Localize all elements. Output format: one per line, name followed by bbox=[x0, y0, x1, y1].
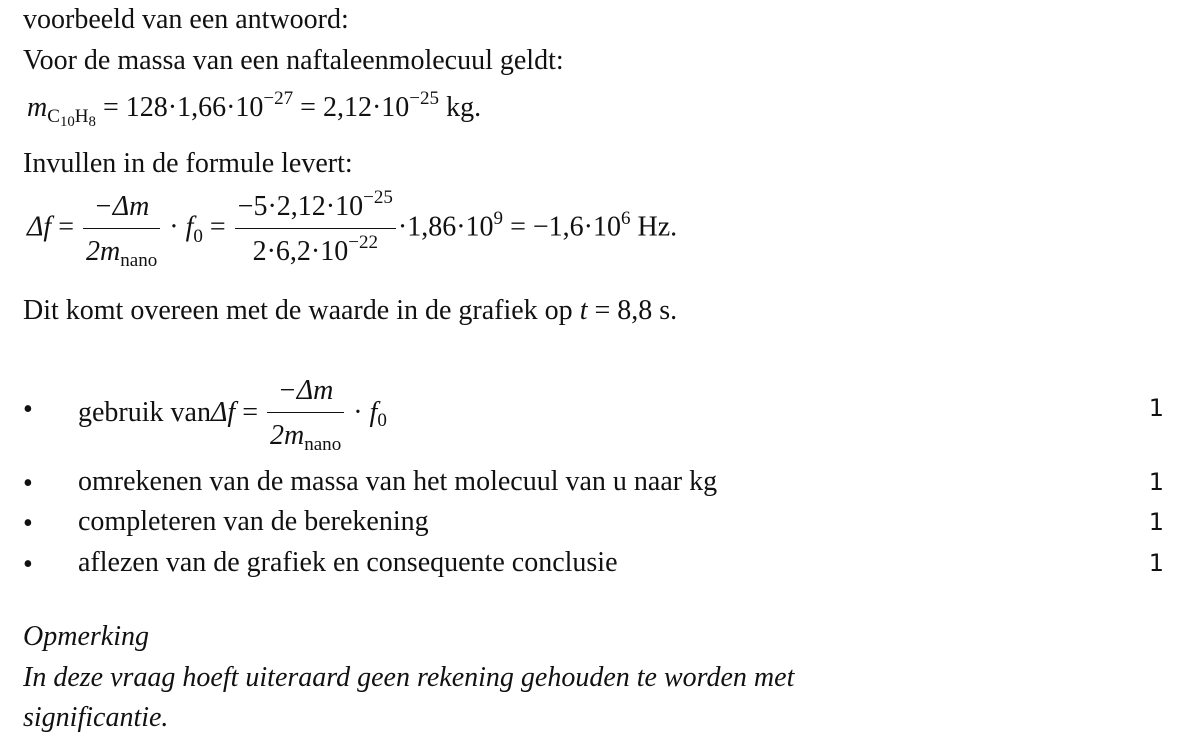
criterion-frac-numerator: −Δm bbox=[277, 375, 334, 406]
criterion-f0-symbol: f bbox=[369, 397, 378, 429]
criterion-text: aflezen van de grafiek en consequente conclusie bbox=[78, 547, 618, 578]
note-line-1: In deze vraag hoeft uiteraard geen rekening gehouden te worden met bbox=[23, 662, 795, 693]
mass-equation bbox=[27, 88, 482, 130]
frequency-exp: 9 bbox=[493, 207, 504, 229]
delta-m-fraction bbox=[83, 190, 160, 271]
hydrogen-symbol: H bbox=[74, 106, 89, 128]
bullet-icon: • bbox=[23, 468, 33, 499]
criterion-score: 1 bbox=[1148, 468, 1164, 496]
criterion-score: 1 bbox=[1148, 549, 1164, 577]
criterion-multiply-dot: · bbox=[346, 397, 370, 429]
criterion-text: omrekenen van de massa van het molecuul van u naar kg bbox=[78, 466, 718, 497]
frac2-numerator: −5·2,12·10 bbox=[237, 191, 364, 222]
result-unit: Hz. bbox=[630, 211, 678, 243]
bullet-icon: • bbox=[23, 508, 33, 539]
frequency-factor: ·1,86·10 bbox=[397, 211, 494, 243]
mass-intro-text: Voor de massa van een naftaleenmolecuul geldt: bbox=[23, 45, 564, 76]
delta-f-equation bbox=[27, 187, 678, 271]
conclusion-before: Dit komt overeen met de waarde in de grafiek op bbox=[23, 295, 580, 326]
frac2-denominator-exp: −22 bbox=[348, 231, 378, 253]
criterion-score: 1 bbox=[1148, 394, 1164, 422]
f0-symbol: f bbox=[185, 211, 194, 243]
criterion-text-lead: gebruik van bbox=[78, 397, 211, 429]
mass-unit: kg. bbox=[439, 92, 482, 123]
criterion-text: completeren van de berekening bbox=[78, 506, 429, 537]
criterion-text bbox=[78, 374, 387, 455]
criterion-frac-denominator: 2m bbox=[269, 419, 305, 451]
mass-eq-part1: = 128·1,66·10 bbox=[95, 92, 264, 123]
equals-sign-3: = bbox=[235, 397, 258, 429]
frac2-denominator: 2·6,2·10 bbox=[252, 235, 349, 267]
delta-f-symbol: Δf bbox=[210, 397, 236, 429]
nano-subscript: nano bbox=[120, 249, 158, 271]
conclusion-text bbox=[23, 297, 677, 325]
note-title: Opmerking bbox=[23, 621, 149, 652]
mass-eq-part2: = 2,12·10 bbox=[293, 92, 410, 123]
mass-symbol: m bbox=[27, 92, 48, 123]
criterion-fraction bbox=[267, 374, 344, 455]
note-line-2: significantie. bbox=[23, 702, 169, 733]
frac1-numerator: −Δm bbox=[93, 191, 150, 222]
mass-exp2: −25 bbox=[409, 88, 440, 110]
mass-exp1: −27 bbox=[263, 88, 294, 110]
multiply-dot: · bbox=[162, 211, 186, 243]
f0-subscript: 0 bbox=[193, 225, 203, 247]
fill-in-text: Invullen in de formule levert: bbox=[23, 148, 353, 179]
criterion-f0-subscript: 0 bbox=[377, 409, 387, 431]
delta-f-result: = −1,6·10 bbox=[503, 211, 621, 243]
delta-f-lhs: Δf bbox=[27, 211, 52, 243]
bullet-icon: • bbox=[23, 549, 33, 580]
result-exp: 6 bbox=[620, 207, 631, 229]
bullet-icon: • bbox=[23, 394, 33, 425]
numeric-fraction bbox=[235, 187, 396, 268]
equals-sign: = bbox=[51, 211, 75, 243]
conclusion-after: = 8,8 s. bbox=[587, 295, 678, 326]
hydrogen-count: 8 bbox=[88, 113, 96, 130]
equals-sign-2: = bbox=[202, 211, 226, 243]
criterion-nano-subscript: nano bbox=[304, 433, 342, 455]
frac2-numerator-exp: −25 bbox=[363, 187, 393, 209]
frac1-denominator: 2m bbox=[86, 235, 121, 267]
intro-text: voorbeeld van een antwoord: bbox=[23, 4, 349, 35]
time-variable: t bbox=[579, 295, 588, 326]
carbon-symbol: C bbox=[47, 106, 60, 128]
carbon-count: 10 bbox=[59, 113, 75, 130]
criterion-score: 1 bbox=[1148, 508, 1164, 536]
mass-subscript bbox=[47, 106, 96, 130]
